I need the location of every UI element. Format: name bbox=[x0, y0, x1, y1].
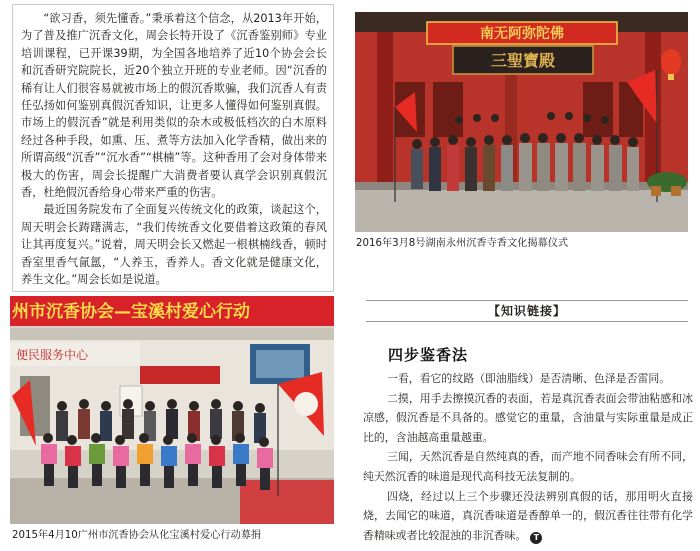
end-mark-icon: T bbox=[530, 532, 542, 544]
knowledge-divider-top bbox=[366, 300, 688, 301]
method-title: 四步鉴香法 bbox=[388, 346, 469, 364]
method-step-4-text: 四烧，经过以上三个步骤还没法辨别真假的话，那用明火直接烧，去闻它的味道，真沉香味道是香醇单一的，假沉香往往带有化学香精味或者比较混浊的非沉香味。 bbox=[363, 489, 693, 542]
method-steps bbox=[363, 369, 693, 545]
temple-ceremony-photo bbox=[355, 12, 688, 232]
method-step-3: 三闻，天然沉香是自然纯真的香，而产地不同香味会有所不同，纯天然沉香的味道是现代高科技无法复制的。 bbox=[363, 450, 693, 483]
charity-event-photo bbox=[10, 296, 334, 524]
temple-photo-illustration bbox=[355, 12, 688, 232]
service-center-sign: 便民服务中心 bbox=[16, 348, 89, 362]
method-step-4 bbox=[363, 487, 693, 546]
article-paragraph-1: “欲习香，须先懂香。”秉承着这个信念，从2013年开始，为了普及推广沉香文化，周会长特开设了《沉香鉴别师》专业培训课程，已开课39期，为全国各地培养了近10个协会会长和沉香研究院院长，近20个独立开班的专业老师。因“沉香的稀有让人们很容易就被市场上的假沉香欺骗，我们沉香人有责任弘扬如何鉴别真假沉香知识，让更多人懂得如何鉴别真假。市场上的假沉香”就是利用类似的杂木或极低档次的白木原料经过各种手段，如熏、压、煮等方法加入化学香精，做出来的所谓高级“沉香”“沉水香”“棋楠”等。这种香用了会对身体带来极大的伤害，周会长提醒广大消费者要认真学会识别真假沉香，杜绝假沉香给身心带来严重的伤害。 bbox=[21, 12, 327, 200]
charity-photo-caption: 2015年4月10广州市沉香协会从化宝溪村爱心行动募捐 bbox=[12, 530, 262, 541]
temple-plaque-text: 三聖寶殿 bbox=[490, 51, 556, 70]
temple-signboard-text: 南无阿弥陀佛 bbox=[480, 26, 564, 42]
knowledge-link-header: 【知识链接】 bbox=[487, 304, 566, 318]
charity-banner-text: 州市沉香协会—宝溪村爱心行动 bbox=[12, 302, 250, 322]
knowledge-divider-bottom bbox=[366, 321, 688, 322]
method-step-2: 二摸，用手去擦摸沉香的表面，若是真沉香表面会带油粘感和冰凉感，假沉香是不具备的。感觉它的重量，含油量与实际重量是成正比的，含油越高重量越重。 bbox=[363, 391, 693, 444]
charity-photo-illustration bbox=[10, 296, 334, 524]
article-text-box bbox=[12, 4, 334, 292]
method-step-1: 一看，看它的纹路（即油脂线）是否清晰、色泽是否雷同。 bbox=[386, 372, 671, 385]
temple-photo-caption: 2016年3月8号湖南永州沉香寺香文化揭幕仪式 bbox=[356, 238, 569, 249]
article-paragraph-2: 最近国务院发布了全面复兴传统文化的政策，谈起这个，周天明会长踌躇满志，“我们传统香文化要借着这政策的春风让其再度复兴。”说着，周天明会长又燃起一根棋楠线香，顿时香室里香气氤氲，“人养玉，香养人。香文化就是健康文化，养生文化。”周会长如是说道。 bbox=[21, 203, 327, 287]
